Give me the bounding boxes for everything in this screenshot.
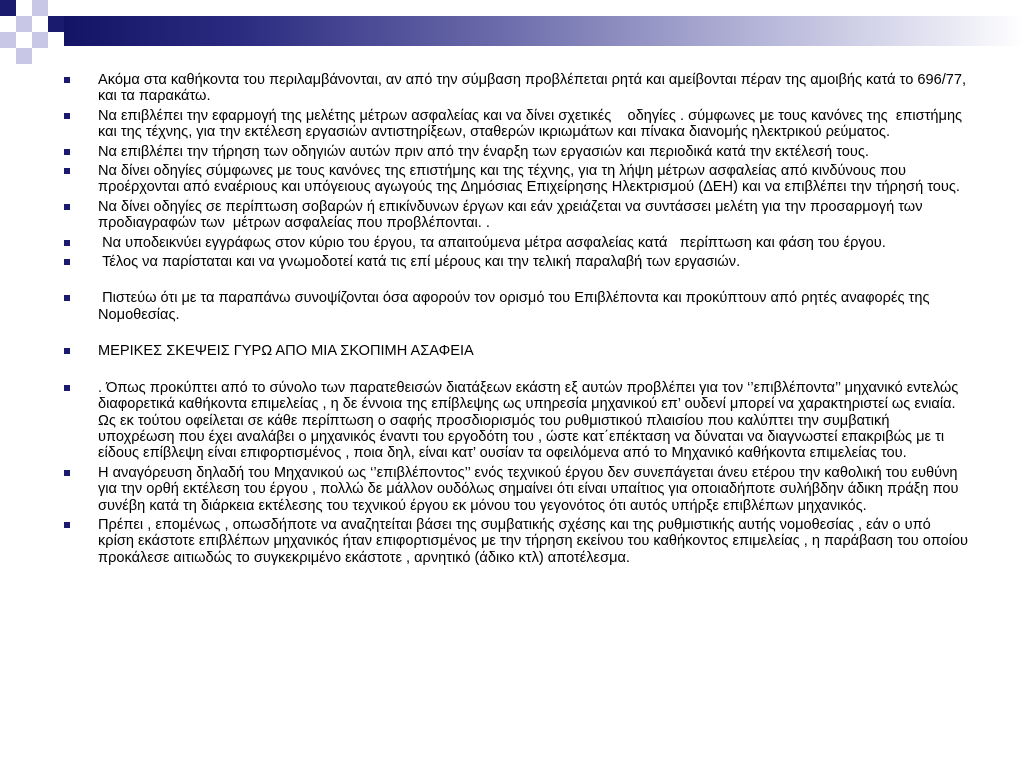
bullet-icon — [64, 204, 70, 210]
list-item-text: Να υποδεικνύει εγγράφως στον κύριο του έργου, τα απαιτούμενα μέτρα ασφαλείας κατά περίπτωση και φάση του έργου. — [98, 234, 886, 251]
bullet-icon — [64, 149, 70, 155]
list-item-text: Τέλος να παρίσταται και να γνωμοδοτεί κατά τις επί μέρους και την τελική παραλαβή των εργασιών. — [98, 254, 741, 271]
bullet-icon — [64, 77, 70, 83]
bullet-icon — [64, 348, 70, 354]
list-item — [64, 380, 968, 462]
list-item-text: Να επιβλέπει την εφαρμογή της μελέτης μέτρων ασφαλείας και να δίνει σχετικές οδηγίες . σύμφωνες με τους κανόνες της επιστήμης και της τέχνης, για την εκτέλεση εργασιών αντιστηρίξεων, σταθερών ικριωμάτων και πίνακα διανομής ηλεκτρικού ρεύματος. — [98, 107, 967, 141]
list-item — [64, 163, 968, 196]
decor-square — [48, 16, 64, 32]
bullet-icon — [64, 168, 70, 174]
bullet-icon — [64, 295, 70, 301]
bullet-list — [64, 72, 973, 569]
list-item — [64, 72, 971, 105]
bullet-icon — [64, 113, 70, 119]
decor-square — [32, 0, 48, 16]
list-item — [64, 108, 968, 141]
list-item-text: Πρέπει , επομένως , οπωσδήποτε να αναζητείται βάσει της συμβατικής σχέσης και της ρυθμιστικής αυτής νομοθεσίας , εάν ο υπό κρίση εκάστοτε επιβλέπων μηχανικός ήταν επιφορτισμένος με την τήρηση εκείνου του καθήκοντος επιμελείας , η παράβαση του οποίου προκάλεσε αιτιωδώς το συγκεκριμένο εκάστοτε , αρνητικό (άδικο κτλ) αποτέλεσμα. — [98, 516, 973, 566]
decor-square — [32, 32, 48, 48]
list-item-text: Ακόμα στα καθήκοντα του περιλαμβάνονται, αν από την σύμβαση προβλέπεται ρητά και αμείβονται πέραν της αμοιβής κατά το 696/77, και τα παρακάτω. — [98, 72, 971, 105]
bullet-icon — [64, 522, 70, 528]
bullet-icon — [64, 259, 70, 265]
decor-square — [16, 16, 32, 32]
list-item — [64, 254, 968, 270]
list-item — [64, 235, 968, 251]
list-item-text: Να επιβλέπει την τήρηση των οδηγιών αυτών πριν από την έναρξη των εργασιών και περιοδικά κατά την εκτέλεσή τους. — [98, 143, 869, 160]
list-item — [64, 290, 968, 323]
list-item — [64, 144, 968, 160]
list-item-text: Να δίνει οδηγίες σύμφωνες με τους κανόνες της επιστήμης και της τέχνης, για τη λήψη μέτρων ασφαλείας από κινδύνους που προέρχονται από εναέριους και υπόγειους αγωγούς της Δημόσιας Επιχείρησης Ηλεκτρισμού (ΔΕΗ) και να επιβλέπει την τήρησή τους. — [98, 163, 960, 196]
list-item — [64, 465, 968, 514]
list-item-text: Η αναγόρευση δηλαδή του Μηχανικού ως ‘’επιβλέποντος’’ ενός τεχνικού έργου δεν συνεπάγεται άνευ ετέρου την καθολική του ευθύνη για την ορθή εκτέλεση του έργου , πολλώ δε μάλλον ουδόλως σημαίνει ότι είναι υπαίτιος για οποιαδήποτε συλήβδην άδικη πράξη που συνέβη κατά τη διάρκεια εκτέλεσης του τεχνικού έργου εκ μόνου του γεγονότος ότι αυτός υπήρξε επιβλέπων μηχανικός. — [98, 464, 963, 514]
section-heading — [64, 343, 968, 359]
bullet-icon — [64, 385, 70, 391]
decor-square — [16, 48, 32, 64]
bullet-icon — [64, 470, 70, 476]
list-item — [64, 516, 973, 566]
list-item-text: . Όπως προκύπτει από το σύνολο των παρατεθεισών διατάξεων εκάστη εξ αυτών προβλέπει για τον ‘’επιβλέποντα’’ μηχανικό εντελώς διαφορετικά καθήκοντα επιμελείας , η δε έννοια της επίβλεψης ως υπηρεσία μηχανικού επ’ ουδενί μπορεί να χαρακτηριστεί ως ενιαία. Ως εκ τούτου οφείλεται σε κάθε περίπτωση ο σαφής προσδιορισμός του ρυθμιστικού πλαισίου που καλύπτει την συμβατική υποχρέωση που έχει αναλάβει ο μηχανικός έναντι του εργοδότη του , ώστε κατ΄επέκταση να δύναται να διαγνωστεί επακριβώς με τι είδους επίβλεψη είναι επιφορτισμένος , ποια δηλ, είναι κατ’ ουσίαν τα οφειλόμενα από το Μηχανικό καθήκοντα επιμελείας του. — [98, 379, 963, 462]
list-item-text: Να δίνει οδηγίες σε περίπτωση σοβαρών ή επικίνδυνων έργων και εάν χρειάζεται να συντάσσει μελέτη για την προσαρμογή των προδιαγραφών των μέτρων ασφαλείας που προβλέπονται. . — [98, 198, 927, 232]
list-item-text: Πιστεύω ότι με τα παραπάνω συνοψίζονται όσα αφορούν τον ορισμό του Επιβλέποντα και προκύπτουν από ρητές αναφορές της Νομοθεσίας. — [98, 290, 934, 323]
decor-square — [0, 0, 16, 16]
bullet-icon — [64, 240, 70, 246]
header-gradient-bar — [64, 16, 1024, 46]
section-heading-text: ΜΕΡΙΚΕΣ ΣΚΕΨΕΙΣ ΓΥΡΩ ΑΠΟ ΜΙΑ ΣΚΟΠΙΜΗ ΑΣΑΦΕΙΑ — [98, 343, 474, 360]
list-item — [64, 199, 968, 232]
decor-square — [0, 32, 16, 48]
